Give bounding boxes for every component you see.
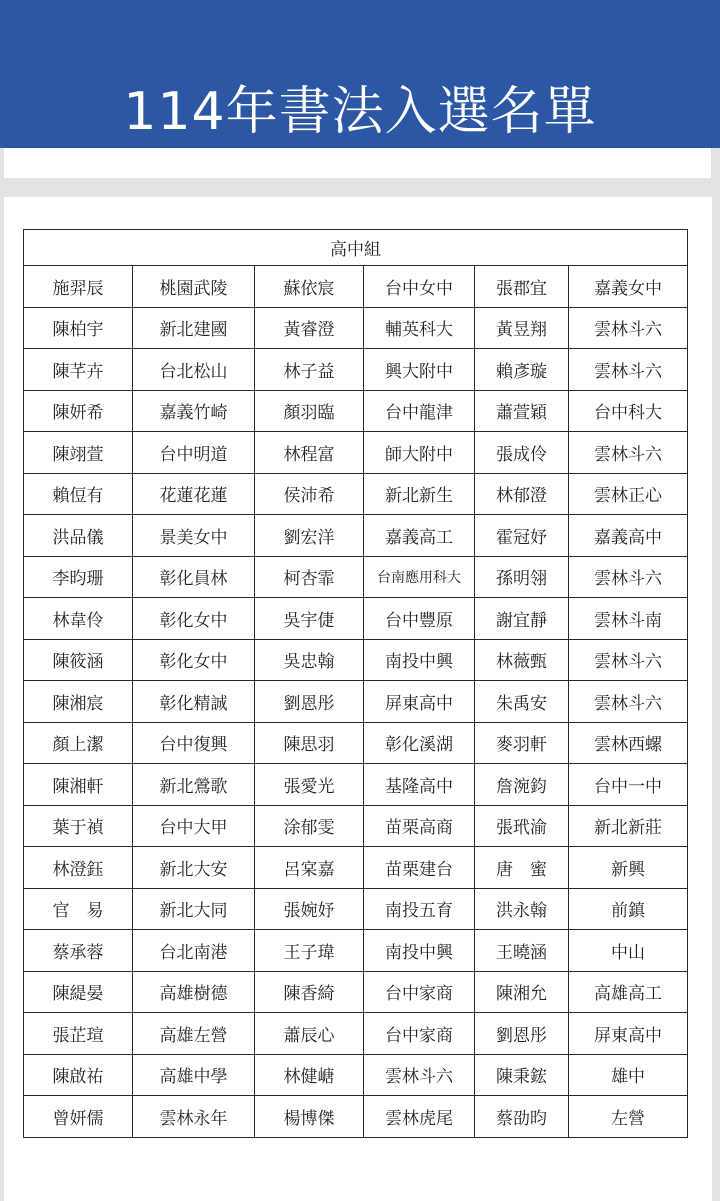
student-name-cell: 顏上潔 [24, 722, 133, 764]
student-name-cell: 陳柏宇 [24, 307, 133, 349]
school-name-cell: 南投五育 [364, 888, 475, 930]
student-name-cell: 霍冠妤 [475, 515, 569, 557]
table-row [24, 930, 688, 972]
student-name-cell: 劉宏洋 [255, 515, 364, 557]
student-name-cell: 蔡承蓉 [24, 930, 133, 972]
table-row [24, 307, 688, 349]
school-name-cell: 南投中興 [364, 930, 475, 972]
student-name-cell: 陳湘允 [475, 971, 569, 1013]
school-name-cell: 彰化員林 [133, 556, 255, 598]
school-name-cell: 新北大安 [133, 847, 255, 889]
table-row [24, 847, 688, 889]
table-row [24, 598, 688, 640]
header-banner [0, 0, 720, 148]
school-name-cell: 雲林斗六 [569, 349, 688, 391]
table-row [24, 473, 688, 515]
student-name-cell: 朱禹安 [475, 681, 569, 723]
student-name-cell: 黃睿澄 [255, 307, 364, 349]
school-name-cell: 左營 [569, 1096, 688, 1138]
school-name-cell: 雲林虎尾 [364, 1096, 475, 1138]
school-name-cell: 台南應用科大 [364, 556, 475, 598]
page-title: 114年書法入選名單 [123, 82, 597, 142]
school-name-cell: 雲林斗六 [569, 681, 688, 723]
school-name-cell: 前鎮 [569, 888, 688, 930]
student-name-cell: 林郁澄 [475, 473, 569, 515]
school-name-cell: 台中科大 [569, 390, 688, 432]
school-name-cell: 雲林斗六 [569, 556, 688, 598]
school-name-cell: 台中家商 [364, 1013, 475, 1055]
school-name-cell: 興大附中 [364, 349, 475, 391]
table-row [24, 1096, 688, 1138]
school-name-cell: 台中一中 [569, 764, 688, 806]
school-name-cell: 雲林斗六 [569, 639, 688, 681]
school-name-cell: 高雄中學 [133, 1054, 255, 1096]
student-name-cell: 謝宜靜 [475, 598, 569, 640]
table-row [24, 349, 688, 391]
school-name-cell: 雲林西螺 [569, 722, 688, 764]
student-name-cell: 張玳渝 [475, 805, 569, 847]
student-name-cell: 施羿辰 [24, 266, 133, 308]
student-name-cell: 林澄鈺 [24, 847, 133, 889]
student-name-cell: 詹涴鈞 [475, 764, 569, 806]
student-name-cell: 劉恩彤 [475, 1013, 569, 1055]
table-row [24, 888, 688, 930]
student-name-cell: 蔡劭昀 [475, 1096, 569, 1138]
student-name-cell: 侯沛希 [255, 473, 364, 515]
school-name-cell: 南投中興 [364, 639, 475, 681]
school-name-cell: 台中復興 [133, 722, 255, 764]
student-name-cell: 李昀珊 [24, 556, 133, 598]
student-name-cell: 官 易 [24, 888, 133, 930]
student-name-cell: 林薇甄 [475, 639, 569, 681]
school-name-cell: 彰化女中 [133, 639, 255, 681]
student-name-cell: 陳妍希 [24, 390, 133, 432]
school-name-cell: 師大附中 [364, 432, 475, 474]
school-name-cell: 彰化精誠 [133, 681, 255, 723]
table-body [24, 266, 688, 1138]
table-header-row [24, 230, 688, 266]
student-name-cell: 洪品儀 [24, 515, 133, 557]
student-name-cell: 張成伶 [475, 432, 569, 474]
student-name-cell: 陳湘宸 [24, 681, 133, 723]
school-name-cell: 苗栗建台 [364, 847, 475, 889]
student-name-cell: 蕭辰心 [255, 1013, 364, 1055]
student-name-cell: 陳翊萱 [24, 432, 133, 474]
school-name-cell: 台北松山 [133, 349, 255, 391]
table-row [24, 266, 688, 308]
student-name-cell: 楊博傑 [255, 1096, 364, 1138]
table-row [24, 390, 688, 432]
header-divider-strip [4, 148, 711, 178]
student-name-cell: 張婉妤 [255, 888, 364, 930]
table-row [24, 556, 688, 598]
student-name-cell: 顏羽臨 [255, 390, 364, 432]
student-name-cell: 陳香綺 [255, 971, 364, 1013]
student-name-cell: 涂郁雯 [255, 805, 364, 847]
student-name-cell: 陳緹晏 [24, 971, 133, 1013]
student-name-cell: 麥羽軒 [475, 722, 569, 764]
student-name-cell: 林健嵣 [255, 1054, 364, 1096]
school-name-cell: 高雄左營 [133, 1013, 255, 1055]
school-name-cell: 嘉義高工 [364, 515, 475, 557]
school-name-cell: 嘉義女中 [569, 266, 688, 308]
student-name-cell: 賴侸有 [24, 473, 133, 515]
student-name-cell: 劉恩彤 [255, 681, 364, 723]
student-name-cell: 吳忠翰 [255, 639, 364, 681]
table-row [24, 764, 688, 806]
school-name-cell: 雄中 [569, 1054, 688, 1096]
school-name-cell: 桃園武陵 [133, 266, 255, 308]
student-name-cell: 柯杏霏 [255, 556, 364, 598]
selection-list-table [23, 229, 688, 1138]
table-row [24, 805, 688, 847]
school-name-cell: 雲林斗南 [569, 598, 688, 640]
school-name-cell: 雲林斗六 [364, 1054, 475, 1096]
school-name-cell: 中山 [569, 930, 688, 972]
school-name-cell: 雲林永年 [133, 1096, 255, 1138]
school-name-cell: 新北建國 [133, 307, 255, 349]
school-name-cell: 彰化溪湖 [364, 722, 475, 764]
school-name-cell: 輔英科大 [364, 307, 475, 349]
student-name-cell: 唐 蜜 [475, 847, 569, 889]
school-name-cell: 新北新莊 [569, 805, 688, 847]
student-name-cell: 陳思羽 [255, 722, 364, 764]
table-row [24, 515, 688, 557]
school-name-cell: 高雄高工 [569, 971, 688, 1013]
table-row [24, 681, 688, 723]
student-name-cell: 葉于禎 [24, 805, 133, 847]
student-name-cell: 王子瑋 [255, 930, 364, 972]
school-name-cell: 台中家商 [364, 971, 475, 1013]
student-name-cell: 吳宇倢 [255, 598, 364, 640]
table-row [24, 722, 688, 764]
student-name-cell: 陳芊卉 [24, 349, 133, 391]
student-name-cell: 陳啟祐 [24, 1054, 133, 1096]
student-name-cell: 陳筱涵 [24, 639, 133, 681]
school-name-cell: 台中豐原 [364, 598, 475, 640]
student-name-cell: 張愛光 [255, 764, 364, 806]
school-name-cell: 台中龍津 [364, 390, 475, 432]
school-name-cell: 嘉義高中 [569, 515, 688, 557]
school-name-cell: 高雄樹德 [133, 971, 255, 1013]
school-name-cell: 雲林正心 [569, 473, 688, 515]
table-row [24, 1013, 688, 1055]
school-name-cell: 新北鶯歌 [133, 764, 255, 806]
student-name-cell: 張芷瑄 [24, 1013, 133, 1055]
school-name-cell: 景美女中 [133, 515, 255, 557]
student-name-cell: 孫明翎 [475, 556, 569, 598]
student-name-cell: 張郡宜 [475, 266, 569, 308]
school-name-cell: 嘉義竹崎 [133, 390, 255, 432]
table-row [24, 1054, 688, 1096]
school-name-cell: 新北大同 [133, 888, 255, 930]
student-name-cell: 蕭萱穎 [475, 390, 569, 432]
school-name-cell: 台北南港 [133, 930, 255, 972]
table-row [24, 639, 688, 681]
student-name-cell: 賴彥璇 [475, 349, 569, 391]
school-name-cell: 新北新生 [364, 473, 475, 515]
school-name-cell: 苗栗高商 [364, 805, 475, 847]
group-heading: 高中組 [24, 230, 688, 266]
student-name-cell: 林韋伶 [24, 598, 133, 640]
school-name-cell: 基隆高中 [364, 764, 475, 806]
school-name-cell: 彰化女中 [133, 598, 255, 640]
school-name-cell: 新興 [569, 847, 688, 889]
student-name-cell: 陳湘軒 [24, 764, 133, 806]
student-name-cell: 曾妍儒 [24, 1096, 133, 1138]
school-name-cell: 台中大甲 [133, 805, 255, 847]
student-name-cell: 黃昱翔 [475, 307, 569, 349]
school-name-cell: 雲林斗六 [569, 432, 688, 474]
student-name-cell: 林子益 [255, 349, 364, 391]
student-name-cell: 林程富 [255, 432, 364, 474]
student-name-cell: 蘇依宸 [255, 266, 364, 308]
school-name-cell: 屏東高中 [364, 681, 475, 723]
student-name-cell: 呂宲嘉 [255, 847, 364, 889]
school-name-cell: 台中女中 [364, 266, 475, 308]
table-row [24, 432, 688, 474]
school-name-cell: 雲林斗六 [569, 307, 688, 349]
school-name-cell: 屏東高中 [569, 1013, 688, 1055]
student-name-cell: 王曉涵 [475, 930, 569, 972]
student-name-cell: 洪永翰 [475, 888, 569, 930]
student-name-cell: 陳秉鋐 [475, 1054, 569, 1096]
school-name-cell: 台中明道 [133, 432, 255, 474]
school-name-cell: 花蓮花蓮 [133, 473, 255, 515]
table-row [24, 971, 688, 1013]
